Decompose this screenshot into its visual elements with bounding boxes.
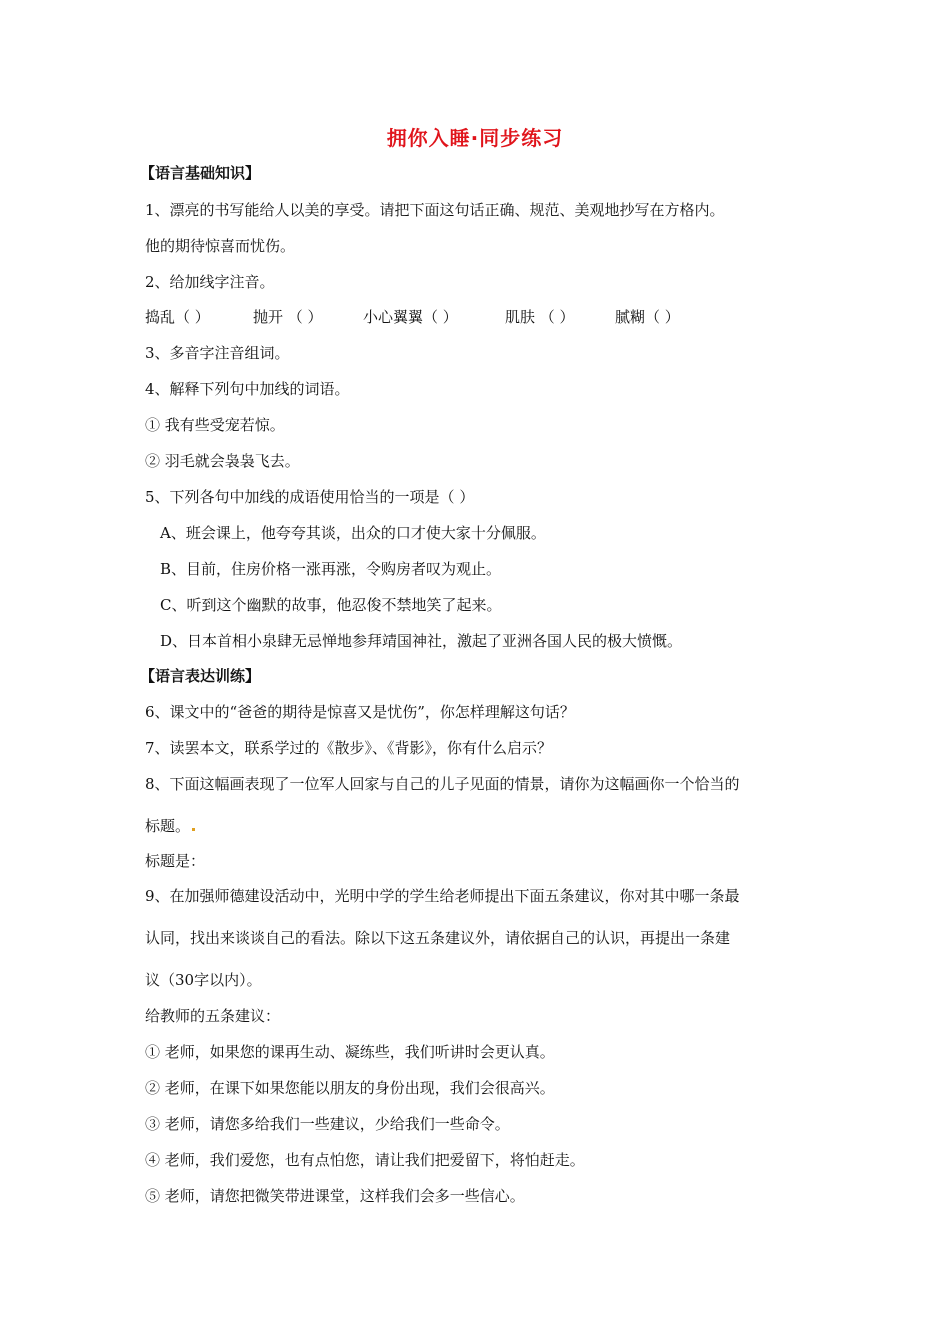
question-2-words <box>145 307 680 327</box>
question-4-item-1: ① 我有些受宠若惊。 <box>145 416 285 434</box>
question-5-option-d: D、日本首相小泉肆无忌惮地参拜靖国神社，激起了亚洲各国人民的极大愤慨。 <box>160 632 683 650</box>
suggestion-5: ⑤ 老师，请您把微笑带进课堂，这样我们会多一些信心。 <box>145 1187 525 1205</box>
suggestion-1: ① 老师，如果您的课再生动、凝练些，我们听讲时会更认真。 <box>145 1043 555 1061</box>
question-6: 6、课文中的“爸爸的期待是惊喜又是忧伤”，你怎样理解这句话？ <box>145 703 575 721</box>
question-8-line-1: 8、下面这幅画表现了一位军人回家与自己的儿子见面的情景，请你为这幅画你一个恰当的 <box>145 775 740 793</box>
question-2: 2、给加线字注音。 <box>145 273 275 291</box>
ink-mark <box>192 828 195 831</box>
question-4-item-2: ② 羽毛就会袅袅飞去。 <box>145 452 300 470</box>
question-5-option-b: B、目前，住房价格一涨再涨，令购房者叹为观止。 <box>160 560 502 578</box>
question-9-suggestions-label: 给教师的五条建议： <box>145 1007 281 1025</box>
suggestion-4: ④ 老师，我们爱您，也有点怕您，请让我们把爱留下，将怕赶走。 <box>145 1151 585 1169</box>
question-5: 5、下列各句中加线的成语使用恰当的一项是（ ） <box>145 488 475 506</box>
section-heading-expression: 【语言表达训练】 <box>140 667 261 685</box>
question-8-title-label: 标题是： <box>145 852 206 870</box>
question-5-option-c: C、听到这个幽默的故事，他忍俊不禁地笑了起来。 <box>160 596 502 614</box>
page-title: 拥你入睡·同步练习 <box>386 126 564 150</box>
pinyin-word: 腻糊（ ） <box>615 308 680 326</box>
question-3: 3、多音字注音组词。 <box>145 344 290 362</box>
question-1: 1、漂亮的书写能给人以美的享受。请把下面这句话正确、规范、美观地抄写在方格内。 <box>145 201 725 219</box>
question-4: 4、解释下列句中加线的词语。 <box>145 380 350 398</box>
question-9-line-3: 议（30字以内）。 <box>145 971 262 989</box>
question-9-line-1: 9、在加强师德建设活动中，光明中学的学生给老师提出下面五条建议，你对其中哪一条最 <box>145 887 740 905</box>
question-8-line-2-text: 标题。 <box>145 817 191 835</box>
question-7: 7、读罢本文，联系学过的《散步》、《背影》，你有什么启示？ <box>145 739 553 757</box>
pinyin-word: 捣乱（ ） <box>145 308 210 326</box>
pinyin-word: 肌肤 （ ） <box>505 308 575 326</box>
question-5-option-a: A、班会课上，他夸夸其谈，出众的口才使大家十分佩服。 <box>160 524 546 542</box>
pinyin-word: 抛开 （ ） <box>253 308 323 326</box>
suggestion-3: ③ 老师，请您多给我们一些建议，少给我们一些命令。 <box>145 1115 510 1133</box>
section-heading-basics: 【语言基础知识】 <box>140 164 261 182</box>
question-1-sentence: 他的期待惊喜而忧伤。 <box>145 237 296 255</box>
question-8-line-2 <box>145 816 195 836</box>
suggestion-2: ② 老师，在课下如果您能以朋友的身份出现，我们会很高兴。 <box>145 1079 555 1097</box>
pinyin-word: 小心翼翼（ ） <box>363 308 458 326</box>
question-9-line-2: 认同，找出来谈谈自己的看法。除以下这五条建议外，请依据自己的认识，再提出一条建 <box>145 929 731 947</box>
